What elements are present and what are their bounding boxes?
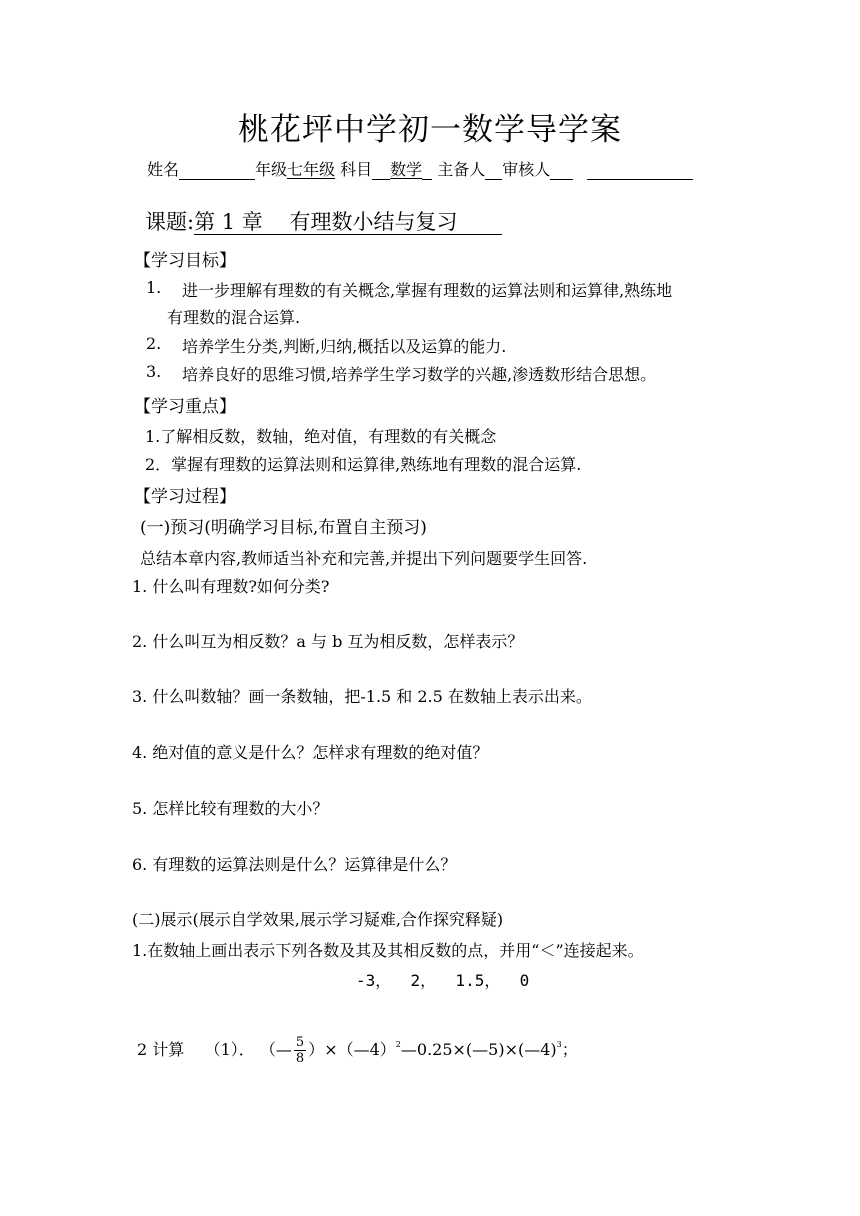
grade-value: 七年级 [287, 160, 336, 179]
reviewer-label: 审核人 [502, 160, 551, 179]
number-list: -3， 2， 1.5， 0 [356, 971, 530, 990]
page-title: 桃花坪中学初一数学导学案 [238, 112, 622, 148]
goal-item-1-line2: 有理数的混合运算. [167, 308, 301, 327]
extra-blank[interactable] [587, 161, 693, 180]
keypoint-item-1: 1.了解相反数，数轴，绝对值，有理数的有关概念 [145, 427, 497, 446]
exponent-2: 3 [556, 1040, 562, 1049]
goal-item-1-line1: 进一步理解有理数的有关概念,掌握有理数的运算法则和运算律,熟练地 [182, 281, 673, 300]
calc-problem [137, 1022, 578, 1068]
calc-part-label: （1）． [204, 1040, 255, 1059]
reviewer-blank[interactable] [550, 161, 573, 180]
question-1: 1. 什么叫有理数?如何分类? [132, 577, 330, 596]
subject-label: 科目 [340, 160, 373, 179]
question-3: 3. 什么叫数轴？画一条数轴，把-1.5 和 2.5 在数轴上表示出来。 [132, 687, 592, 706]
keypoint-item-2: 2．掌握有理数的运算法则和运算律,熟练地有理数的混合运算. [145, 455, 582, 474]
fraction-denominator: 8 [295, 1051, 305, 1066]
calc-open: （— [259, 1040, 292, 1059]
name-label: 姓名 [147, 160, 180, 179]
question-6: 6. 有理数的运算法则是什么？运算律是什么？ [132, 855, 457, 874]
process-heading: 【学习过程】 [134, 487, 236, 507]
question-5: 5. 怎样比较有理数的大小？ [132, 799, 329, 818]
subject-value: 数学 [390, 160, 423, 179]
name-blank[interactable] [179, 161, 255, 180]
calc-label: 2 计算 [137, 1040, 185, 1059]
fraction [294, 1035, 306, 1066]
keypoints-heading: 【学习重点】 [134, 397, 236, 417]
goal-item-2-line1: 培养学生分类,判断,归纳,概括以及运算的能力. [182, 337, 507, 356]
preparer-label: 主备人 [437, 160, 486, 179]
display-question-1: 1.在数轴上画出表示下列各数及其及其相反数的点，并用“＜”连接起来。 [132, 941, 644, 960]
grade-label: 年级 [255, 160, 288, 179]
preview-intro: 总结本章内容,教师适当补充和完善,并提出下列问题要学生回答. [140, 549, 588, 568]
exponent-1: 2 [395, 1040, 401, 1049]
info-line [147, 157, 693, 180]
goal-item-1-num: 1. [146, 278, 162, 297]
calc-end: ； [561, 1040, 578, 1059]
preview-heading: (一)预习(明确学习目标,布置自主预习) [140, 518, 427, 538]
goals-heading: 【学习目标】 [134, 251, 236, 271]
calc-after-fraction: ）×（—4） [308, 1040, 396, 1059]
goal-item-3-num: 3. [146, 362, 162, 381]
goal-item-3-line1: 培养良好的思维习惯,培养学生学习数学的兴趣,渗透数形结合思想。 [182, 365, 657, 384]
question-2: 2. 什么叫互为相反数？a 与 b 互为相反数，怎样表示？ [132, 632, 524, 651]
calc-middle: —0.25×(—5)×(—4) [400, 1040, 557, 1059]
topic-line [145, 206, 502, 236]
preparer-blank[interactable] [485, 161, 502, 180]
topic-value: 第 1 章 有理数小结与复习 [194, 210, 501, 235]
topic-label: 课题: [145, 210, 195, 234]
subject-blank-left [372, 161, 390, 180]
goal-item-2-num: 2. [146, 334, 162, 353]
fraction-numerator: 5 [295, 1035, 305, 1050]
subject-blank-right [422, 161, 432, 180]
question-4: 4. 绝对值的意义是什么？怎样求有理数的绝对值？ [132, 743, 489, 762]
display-heading: (二)展示(展示自学效果,展示学习疑难,合作探究释疑) [132, 910, 504, 929]
